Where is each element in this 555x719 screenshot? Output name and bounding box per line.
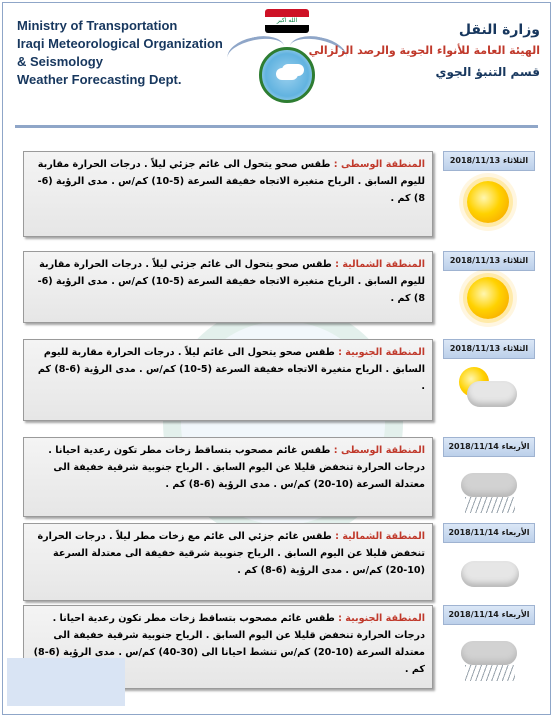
seismology-en: & Seismology [17,54,103,69]
flag-text: الله اكبر [265,17,309,25]
forecast-text [23,437,433,517]
forecast-side [443,605,537,689]
forecast-row [23,437,535,517]
region-label: المنطقة الجنوبية : [338,613,425,624]
partly-cloudy-icon [455,365,523,417]
forecast-text [23,523,433,601]
organization-emblem-icon [259,47,315,103]
header-english [17,17,223,89]
region-label: المنطقة الجنوبية : [338,347,425,358]
forecast-row [23,151,535,237]
bulletin-page [2,2,551,715]
forecast-date: الأربعاء 2018/11/14 [443,523,535,543]
sun-icon [455,177,523,229]
region-label: المنطقة الوسطى : [333,159,425,170]
department-en: Weather Forecasting Dept. [17,72,182,87]
bottom-decoration [7,658,125,706]
forecast-date: الثلاثاء 2018/11/13 [443,339,535,359]
forecast-date: الأربعاء 2018/11/14 [443,437,535,457]
region-label: المنطقة الشمالية : [335,259,425,270]
ministry-ar: وزارة النقل [458,22,540,38]
iraq-flag-icon [265,9,309,33]
forecast-text [23,151,433,237]
forecast-side [443,251,537,323]
organization-ar: الهيئة العامة للأنواء الجوية والرصد الزلزالي [308,44,540,57]
header-arabic [309,19,540,83]
forecast-description: طقس غائم مصحوب بتساقط زخات مطر تكون رعدية احيانا . درجات الحرارة تنخفض قليلا عن اليوم السابق . الرياح جنوبية شرقية خفيفة الى معتدلة السرعة (10-20) كم/س تنشط احيانا الى (30-40) كم/س . مدى الرؤية (6-8) كم . [33,613,425,675]
sun-icon [455,275,523,327]
forecast-side [443,151,537,237]
header-divider [15,125,538,128]
forecast-date: الأربعاء 2018/11/14 [443,605,535,625]
forecast-description: طقس غائم جزئي الى غائم مع زخات مطر ليلاً . درجات الحرارة تنخفض قليلا عن اليوم السابق . الرياح جنوبية شرقية خفيفة الى معتدلة السرعة (10-20) كم/س . مدى الرؤية (6-8) كم . [37,531,425,576]
forecast-side [443,523,537,601]
forecast-text [23,339,433,421]
department-ar: قسم التنبؤ الجوي [435,65,540,79]
ministry-en: Ministry of Transportation [17,18,178,33]
forecast-description: طقس صحو يتحول الى غائم جزئي ليلاً . درجات الحرارة مقاربة لليوم السابق . الرياح متغيرة الاتجاه خفيفة السرعة (5-10) كم/س . مدى الرؤية (6-8) كم . [37,159,425,204]
forecast-side [443,339,537,421]
forecast-date: الثلاثاء 2018/11/13 [443,251,535,271]
forecast-side [443,437,537,517]
header [3,3,552,123]
region-label: المنطقة الوسطى : [333,445,425,456]
cloud-icon [455,551,523,603]
forecast-description: طقس صحو يتحول الى غائم جزئي ليلاً . درجات الحرارة مقاربة لليوم السابق . الرياح متغيرة الاتجاه خفيفة السرعة (5-10) كم/س . مدى الرؤية (6-8) كم . [37,259,425,304]
forecast-description: طقس صحو يتحول الى غائم ليلاً . درجات الحرارة مقاربة لليوم السابق . الرياح متغيرة الاتجاه خفيفة السرعة (5-10) كم/س . مدى الرؤية (6-8) كم . [37,347,425,392]
region-label: المنطقة الشمالية : [335,531,425,542]
forecast-date: الثلاثاء 2018/11/13 [443,151,535,171]
forecast-text [23,251,433,323]
organization-en: Iraqi Meteorological Organization [17,36,223,51]
forecast-row [23,339,535,421]
forecast-row [23,523,535,601]
forecast-description: طقس غائم مصحوب بتساقط زخات مطر تكون رعدية احيانا . درجات الحرارة تنخفض قليلا عن اليوم السابق . الرياح جنوبية شرقية خفيفة الى معتدلة السرعة (10-20) كم/س . مدى الرؤية (6-8) كم . [48,445,425,490]
rain-cloud-icon [455,465,523,517]
rain-cloud-icon [455,633,523,685]
forecast-row [23,251,535,323]
